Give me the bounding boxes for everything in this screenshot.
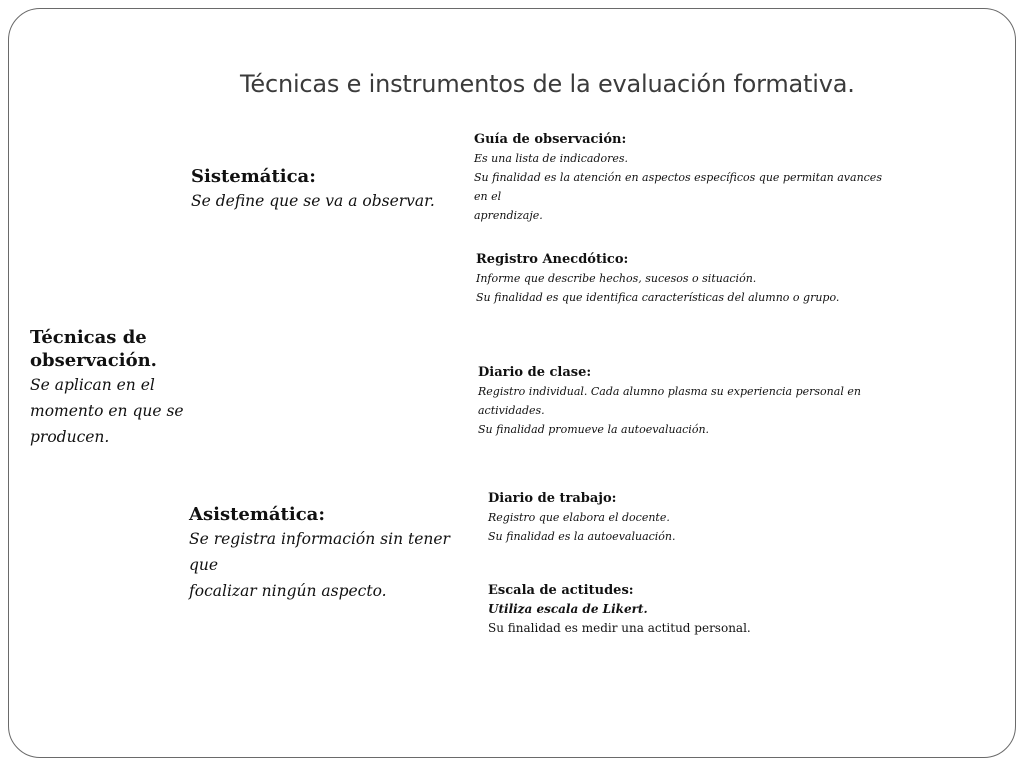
class-diary-heading: Diario de clase:: [478, 365, 592, 380]
observation-desc-line1: Se aplican en el: [30, 376, 155, 394]
observation-guide-heading: Guía de observación:: [474, 132, 627, 147]
work-diary-line1: Registro que elabora el docente.: [488, 511, 670, 524]
observation-heading-line1: Técnicas de: [30, 327, 147, 348]
asystematic-desc-line1: Se registra información sin tener que: [189, 530, 450, 574]
asystematic-heading: Asistemática:: [189, 504, 325, 525]
asystematic-desc-line2: focalizar ningún aspecto.: [189, 582, 387, 600]
systematic-block: [191, 165, 461, 214]
systematic-desc: Se define que se va a observar.: [191, 192, 435, 210]
observation-desc-line3: producen.: [30, 428, 110, 446]
observation-heading-line2: observación.: [30, 350, 157, 371]
observation-desc-line2: momento en que se: [30, 402, 184, 420]
anecdotal-record-heading: Registro Anecdótico:: [476, 252, 629, 267]
systematic-heading: Sistemática:: [191, 166, 316, 187]
attitude-scale-heading: Escala de actitudes:: [488, 583, 634, 598]
observation-guide-line2: Su finalidad es la atención en aspectos específicos que permitan avances en el: [474, 171, 882, 203]
attitude-scale-block: [488, 582, 848, 638]
attitude-scale-line2: Su finalidad es medir una actitud personal.: [488, 621, 751, 635]
asystematic-block: [189, 503, 469, 604]
work-diary-heading: Diario de trabajo:: [488, 491, 617, 506]
observation-techniques-block: [30, 326, 190, 450]
observation-guide-line1: Es una lista de indicadores.: [474, 152, 629, 165]
class-diary-line1: Registro individual. Cada alumno plasma su experiencia personal en: [478, 385, 861, 398]
anecdotal-record-line2: Su finalidad es que identifica características del alumno o grupo.: [476, 291, 840, 304]
attitude-scale-line1: Utiliza escala de Likert.: [488, 602, 648, 616]
slide-title: Técnicas e instrumentos de la evaluación formativa.: [240, 70, 855, 98]
class-diary-block: [478, 364, 878, 439]
work-diary-block: [488, 490, 848, 546]
observation-guide-block: [474, 131, 894, 225]
class-diary-line3: Su finalidad promueve la autoevaluación.: [478, 423, 710, 436]
work-diary-line2: Su finalidad es la autoevaluación.: [488, 530, 676, 543]
observation-guide-line3: aprendizaje.: [474, 209, 543, 222]
anecdotal-record-line1: Informe que describe hechos, sucesos o situación.: [476, 272, 757, 285]
anecdotal-record-block: [476, 251, 876, 307]
class-diary-line2: actividades.: [478, 404, 545, 417]
